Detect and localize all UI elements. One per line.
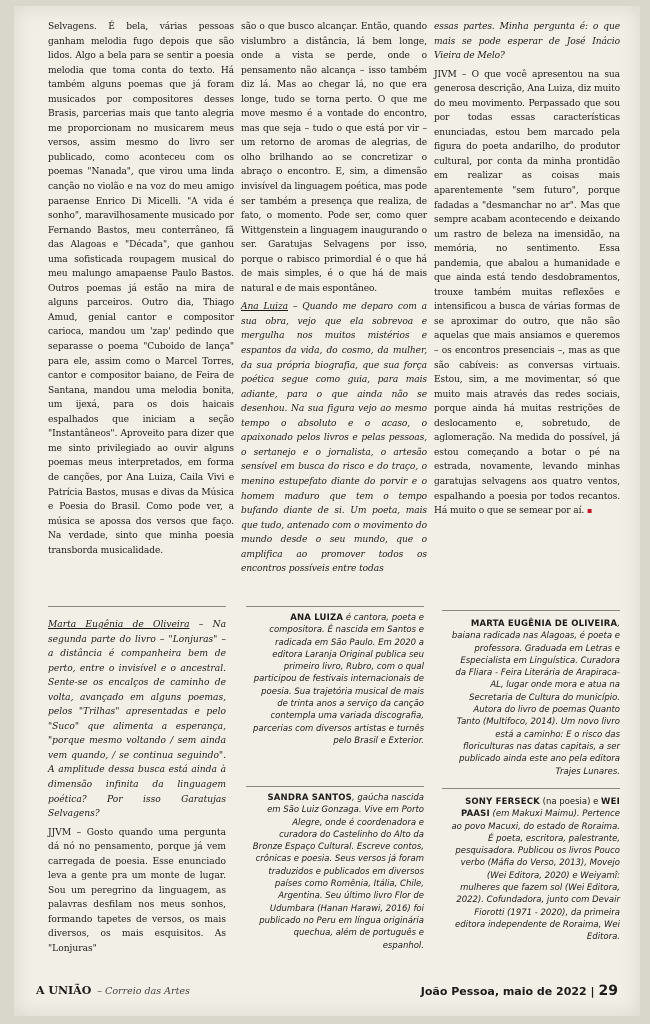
footer-dateline — [421, 983, 618, 999]
divider-right-lower — [442, 788, 620, 789]
bio-ana-luiza — [252, 612, 424, 747]
bio-text: , baiana radicada nas Alagoas, é poeta e professora. Graduada em Letras e Especialista em Linguística. Curadora da Fliara - Feira Literária de Arapiraca-AL, lugar onde mora e atua na Secretaria de Cultura do município. Autora do livro de poemas Quanto Tanto (Multifoco, 2014). Um novo livro está a caminho: E o risco das floriculturas nas datas capitais, a ser publicado ainda este ano pela editora Trajes Lunares. — [451, 619, 620, 777]
newspaper-name: A UNIÃO — [36, 984, 92, 997]
column-2 — [241, 20, 427, 581]
answer-paragraph — [434, 68, 620, 519]
bio-sony-ferseck — [448, 796, 620, 944]
answer-text: – Gosto quando uma pergunta dá nó no pensamento, porque já vem carregada de poesia. Esse enunciado leva a gente pra um monte de lugar. Sou um peregrino da linguagem, as palavras desfilam nos meus sonhos, formando tapetes de versos, os mais diversos, os mais esquisitos. As "Lonjuras" — [48, 827, 226, 955]
bio-name-alt: WEI PAASI — [460, 797, 620, 820]
question-author: Marta Eugênia de Oliveira — [48, 620, 190, 630]
question-continuation: essas partes. Minha pergunta é: o que mais se pode esperar de José Inácio Vieira de Melo? — [434, 22, 620, 62]
bio-name: SONY FERSECK — [465, 797, 540, 807]
supplement-name: – Correio das Artes — [97, 986, 190, 997]
bio-name: ANA LUIZA — [290, 613, 344, 623]
answer-author: JIVM — [434, 69, 457, 80]
column-2-paragraph: são o que busco alcançar. Então, quando vislumbro a distância, lá bem longe, onde a vista se perde, onde o pensamento não alcança – isso também diz lá. Mas ao chegar lá, no que era longe, tudo se torna perto. O que me move mesmo é a vontade do encontro, mas que seja – tudo o que está por vir – um retorno de aromas de alegrias, de olho brilhando ao se concretizar o abraço o encontro. E, sim, a dimensão invisível da linguagem poética, mas pode ser também a presença que realiza, de fato, o momento. Pode ser, como quer Wittgenstein a linguagem inaugurando o ser. Garatujas Selvagens por isso, porque o rabisco primordial é o que há de mais simples, é o que há de mais natural e de mais espontâneo. — [241, 22, 427, 294]
divider-middle — [246, 606, 424, 607]
question-author: Ana Luiza — [241, 302, 288, 313]
bio-role: (na poesia) e — [539, 797, 602, 807]
bio-name: MARTA EUGÊNIA DE OLIVEIRA — [470, 619, 618, 629]
divider-left — [48, 606, 226, 607]
end-of-article-mark: ▪ — [586, 506, 593, 516]
footer-publication — [36, 984, 190, 997]
answer-text: – O que você apresentou na sua generosa descrição, Ana Luiza, diz muito do meu movimento. Perpassado que sou por todas essas características enunciadas, estou bem marcado pela figura do poeta andarilho, do produtor cultural, por conta da minha prontidão em realizar as coisas mais aparentemente "sem futuro", porque fadadas a "desmanchar no ar". Mas que sempre acabam acontecendo e deixando um rastro de beleza na imensidão, na memória, no sentimento. Essa pandemia, que abalou a humanidade e que ainda está tendo desdobramentos, trouxe também muitas reflexões e intensificou a busca de várias formas de se aproximar do outro, que não são aquelas que mais ansiamos e queremos – os encontros presenciais –, mas as que são cabíveis: as conversas virtuais. Estou, sim, a me movimentar, só que muito mais através das redes sociais, porque ainda há muitas restrições de deslocamento e, sobretudo, de aglomeração. Na medida do possível, já estou começando a botar o pé na estrada, novamente, levando minhas garatujas selvagens aos quatro ventos, espalhando a poesia por todos recantos. Há muito o que se semear por aí. — [434, 69, 620, 517]
question-text: – Na segunda parte do livro – "Lonjuras" – a distância é companheira bem de perto, entre o invisível e o ancestral. Sente-se os encalços de caminho de volta, avançado em alguns poemas, pelos "Trilhas" apresentadas e pelo "Suco" que alimenta a esperança, "porque mesmo voltando / sem ainda vem quando, / se continua seguindo". A amplitude dessa busca está ainda à dimensão infinita da linguagem poética? Por isso Garatujas Selvagens? — [48, 620, 226, 820]
bio-text: (em Makuxi Maimu). Pertence ao povo Macuxi, do estado de Roraima. É poeta, escritora, palestrante, pesquisadora. Publicou os livros Pouco verbo (Máfia do Verso, 2013), Movejo (Wei Editora, 2020) e Weiyamî: mulheres que fazem sol (Wei Editora, 2022). Cofundadora, junto com Devair Fiorotti (1971 - 2020), da primeira editora independente de Roraima, Wei Editora. — [451, 809, 620, 943]
place-date: João Pessoa, maio de 2022 | — [420, 985, 595, 998]
jjvm-answer — [48, 826, 226, 957]
divider-middle-lower — [246, 786, 424, 787]
marta-question-block — [48, 618, 226, 961]
bio-text: é cantora, poeta e compositora. É nascida em Santos e radicada em São Paulo. Em 2020 a editora Laranja Original publica seu primeiro livro, Rubro, com o qual participou de festivais internacionais de poesia. Sua trajetória musical de mais de trinta anos a serviço da canção contempla uma variada discografia, parcerias com diversos artistas e turnês pelo Brasil e Exterior. — [252, 613, 424, 746]
answer-author: JJVM — [48, 827, 72, 838]
column-3 — [434, 20, 620, 523]
marta-question — [48, 618, 226, 822]
page-number: 29 — [598, 983, 618, 999]
question-text: – Quando me deparo com a sua obra, vejo que ela sobrevoa e mergulha nos muitos mistérios e espantos da vida, do cosmo, da mulher, da sua própria biografia, que sua força poética segue como guia, para mais adiante, para o que ainda não se desenhou. Na sua figura vejo ao mesmo tempo o absoluto e o acaso, o apaixonado pelos livros e pelas pessoas, o sertanejo e o jornalista, o artesão sensível em busca do risco e do traço, o menino estupefato diante do porvir e o homem maduro que tem o tempo bufando diante de si. Um poeta, mais que tudo, antenado com o movimento do mundo desde o seu mundo, que o amplifica ao promover todos os encontros possíveis entre todas — [241, 302, 427, 575]
magazine-page — [14, 6, 640, 1016]
ana-luiza-question — [241, 300, 427, 576]
column-1-paragraph: Selvagens. É bela, várias pessoas ganham melodia fugo depois que são lidos. Algo a bela para se sentir a poesia melodia que toma conta do texto. Há também alguns poemas que já foram musicados por compositores desses Brasis, parcerias mais que tanto alegria me proporcionam no musicarem meus versos, assim mesmo do livro ser publicado, como aconteceu com os poemas "Nanada", que virou uma linda canção no violão e na voz do meu amigo paraense Enrico Di Micelli. "A vida é sonho", maravilhosamente musicado por Fernando Bastos, meu conterrâneo, fã das Alagoas e "Década", que ganhou uma sofisticada roupagem musical do meu malungo amapaense Paulo Bastos. Outros poemas já estão na mira de alguns parceiros. Outro dia, Thiago Amud, genial cantor e compositor carioca, mandou um 'zap' pedindo que separasse o poema "Cuboido de lança" para ele, assim como o Marcel Torres, cantor e compositor baiano, de Feira de Santana, mandou uma melodia bonita, um ijexá, para os dois haicais espalhados que iniciam a seção "Instantâneos". Aproveito para dizer que me sinto privilegiado ao ouvir alguns poemas meus interpretados, em forma de canções, por Ana Luiza, Caila Vivi e Patrícia Bastos, musas e divas da Música e Poesia do Brasil. Como pode ver, a música se apossa dos versos que faço. Na verdade, sinto que minha poesia transborda musicalidade. — [48, 22, 234, 556]
bio-sandra-santos — [252, 792, 424, 952]
bio-name: SANDRA SANTOS — [267, 793, 352, 803]
bio-text: , gaúcha nascida em São Luiz Gonzaga. Vive em Porto Alegre, onde é coordenadora e curadora do Castelinho do Alto da Bronze Espaço Cultural. Escreve contos, crônicas e poesia. Seus versos já foram traduzidos e publicados em diversos países como Romênia, Itália, Chile, Argentina. Seu último livro Flor de Udumbara (Hanan Harawi, 2016) foi publicado no Peru em língua originária quechua, além de português e espanhol. — [252, 793, 424, 951]
divider-right — [442, 610, 620, 611]
column-1 — [48, 20, 234, 562]
bio-marta — [448, 618, 620, 778]
